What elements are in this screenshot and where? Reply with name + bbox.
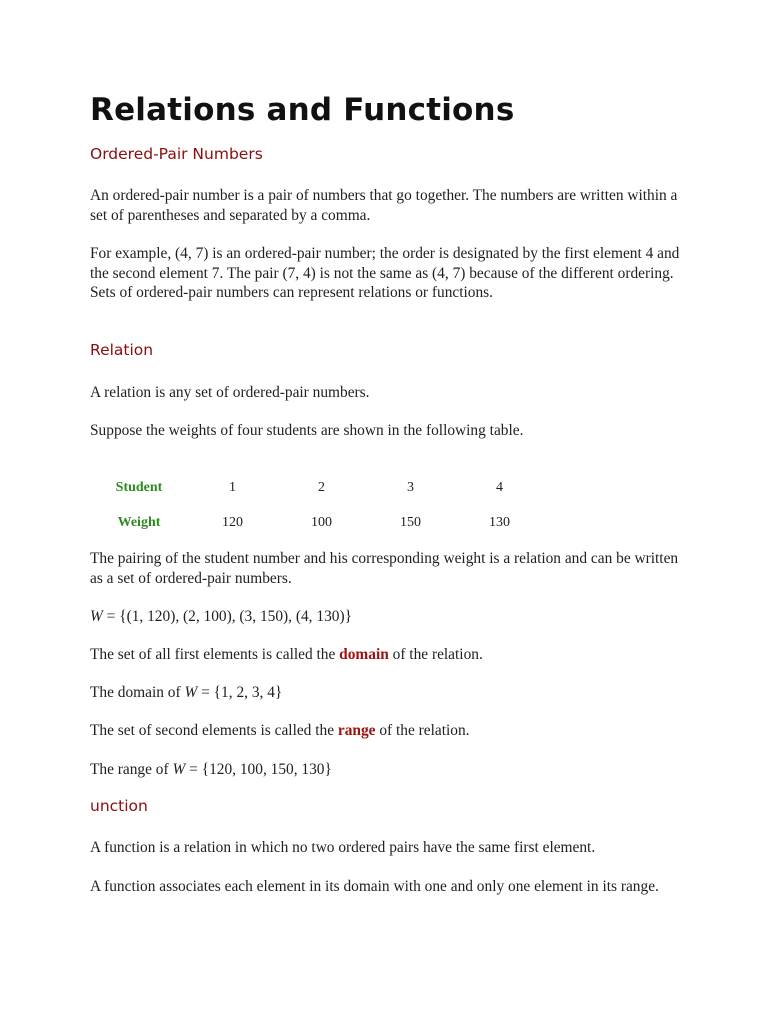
variable-w: W: [184, 684, 198, 701]
table-cell: 2: [318, 479, 325, 495]
table-row-student: [90, 470, 544, 505]
table-cell: 100: [311, 514, 332, 530]
table-cell: 4: [496, 479, 503, 495]
range-set: = {120, 100, 150, 130}: [185, 761, 332, 778]
heading-function: unction: [90, 797, 148, 815]
paragraph-ordered-pair-example: For example, (4, 7) is an ordered-pair number; the order is designated by the first element 4 and the second element 7. The pair (7, 4) is not the same as (4, 7) because of the different ordering. Sets of ordered-pair numbers can represent relations or functions.: [90, 245, 680, 301]
paragraph-function-definition: A function is a relation in which no two ordered pairs have the same first element.: [90, 839, 596, 856]
table-row-label: Weight: [117, 514, 161, 530]
paragraph-ordered-pair-definition: An ordered-pair number is a pair of numbers that go together. The numbers are written within a set of parentheses and separated by a comma.: [90, 187, 678, 224]
table-row-weight: [90, 505, 544, 540]
range-term: range: [337, 722, 376, 739]
domain-text-after: of the relation.: [388, 646, 483, 663]
paragraph-table-intro: Suppose the weights of four students are shown in the following table.: [90, 422, 524, 439]
variable-w: W: [172, 761, 186, 778]
table-cell: 3: [407, 479, 414, 495]
set-w-expression: [90, 607, 680, 627]
table-row-label: Student: [115, 479, 163, 495]
page-title: Relations and Functions: [90, 92, 515, 128]
paragraph-relation-definition: A relation is any set of ordered-pair numbers.: [90, 384, 370, 401]
paragraph-domain-definition: [90, 645, 680, 665]
range-text-after: of the relation.: [375, 722, 470, 739]
table-cell: 120: [222, 514, 243, 530]
range-of-label: The range of: [90, 761, 173, 778]
domain-text-before: The set of all first elements is called the: [90, 646, 340, 663]
paragraph-range-definition: [90, 721, 680, 741]
student-weight-table: [90, 470, 544, 540]
domain-of-label: The domain of: [90, 684, 185, 701]
table-cell: 150: [400, 514, 421, 530]
variable-w: W: [90, 608, 103, 625]
range-text-before: The set of second elements is called the: [90, 722, 338, 739]
domain-of-w: [90, 683, 680, 703]
table-cell: 1: [229, 479, 236, 495]
paragraph-function-association: A function associates each element in its domain with one and only one element in its range.: [90, 878, 659, 895]
range-of-w: [90, 760, 680, 780]
domain-term: domain: [339, 646, 389, 663]
domain-set: = {1, 2, 3, 4}: [197, 684, 283, 701]
heading-relation: Relation: [90, 341, 154, 359]
table-cell: 130: [489, 514, 510, 530]
set-w-elements: = {(1, 120), (2, 100), (3, 150), (4, 130)}: [102, 608, 352, 625]
paragraph-relation-pairing: The pairing of the student number and his corresponding weight is a relation and can be written as a set of ordered-pair numbers.: [90, 550, 679, 587]
heading-ordered-pair-numbers: Ordered-Pair Numbers: [90, 145, 263, 163]
